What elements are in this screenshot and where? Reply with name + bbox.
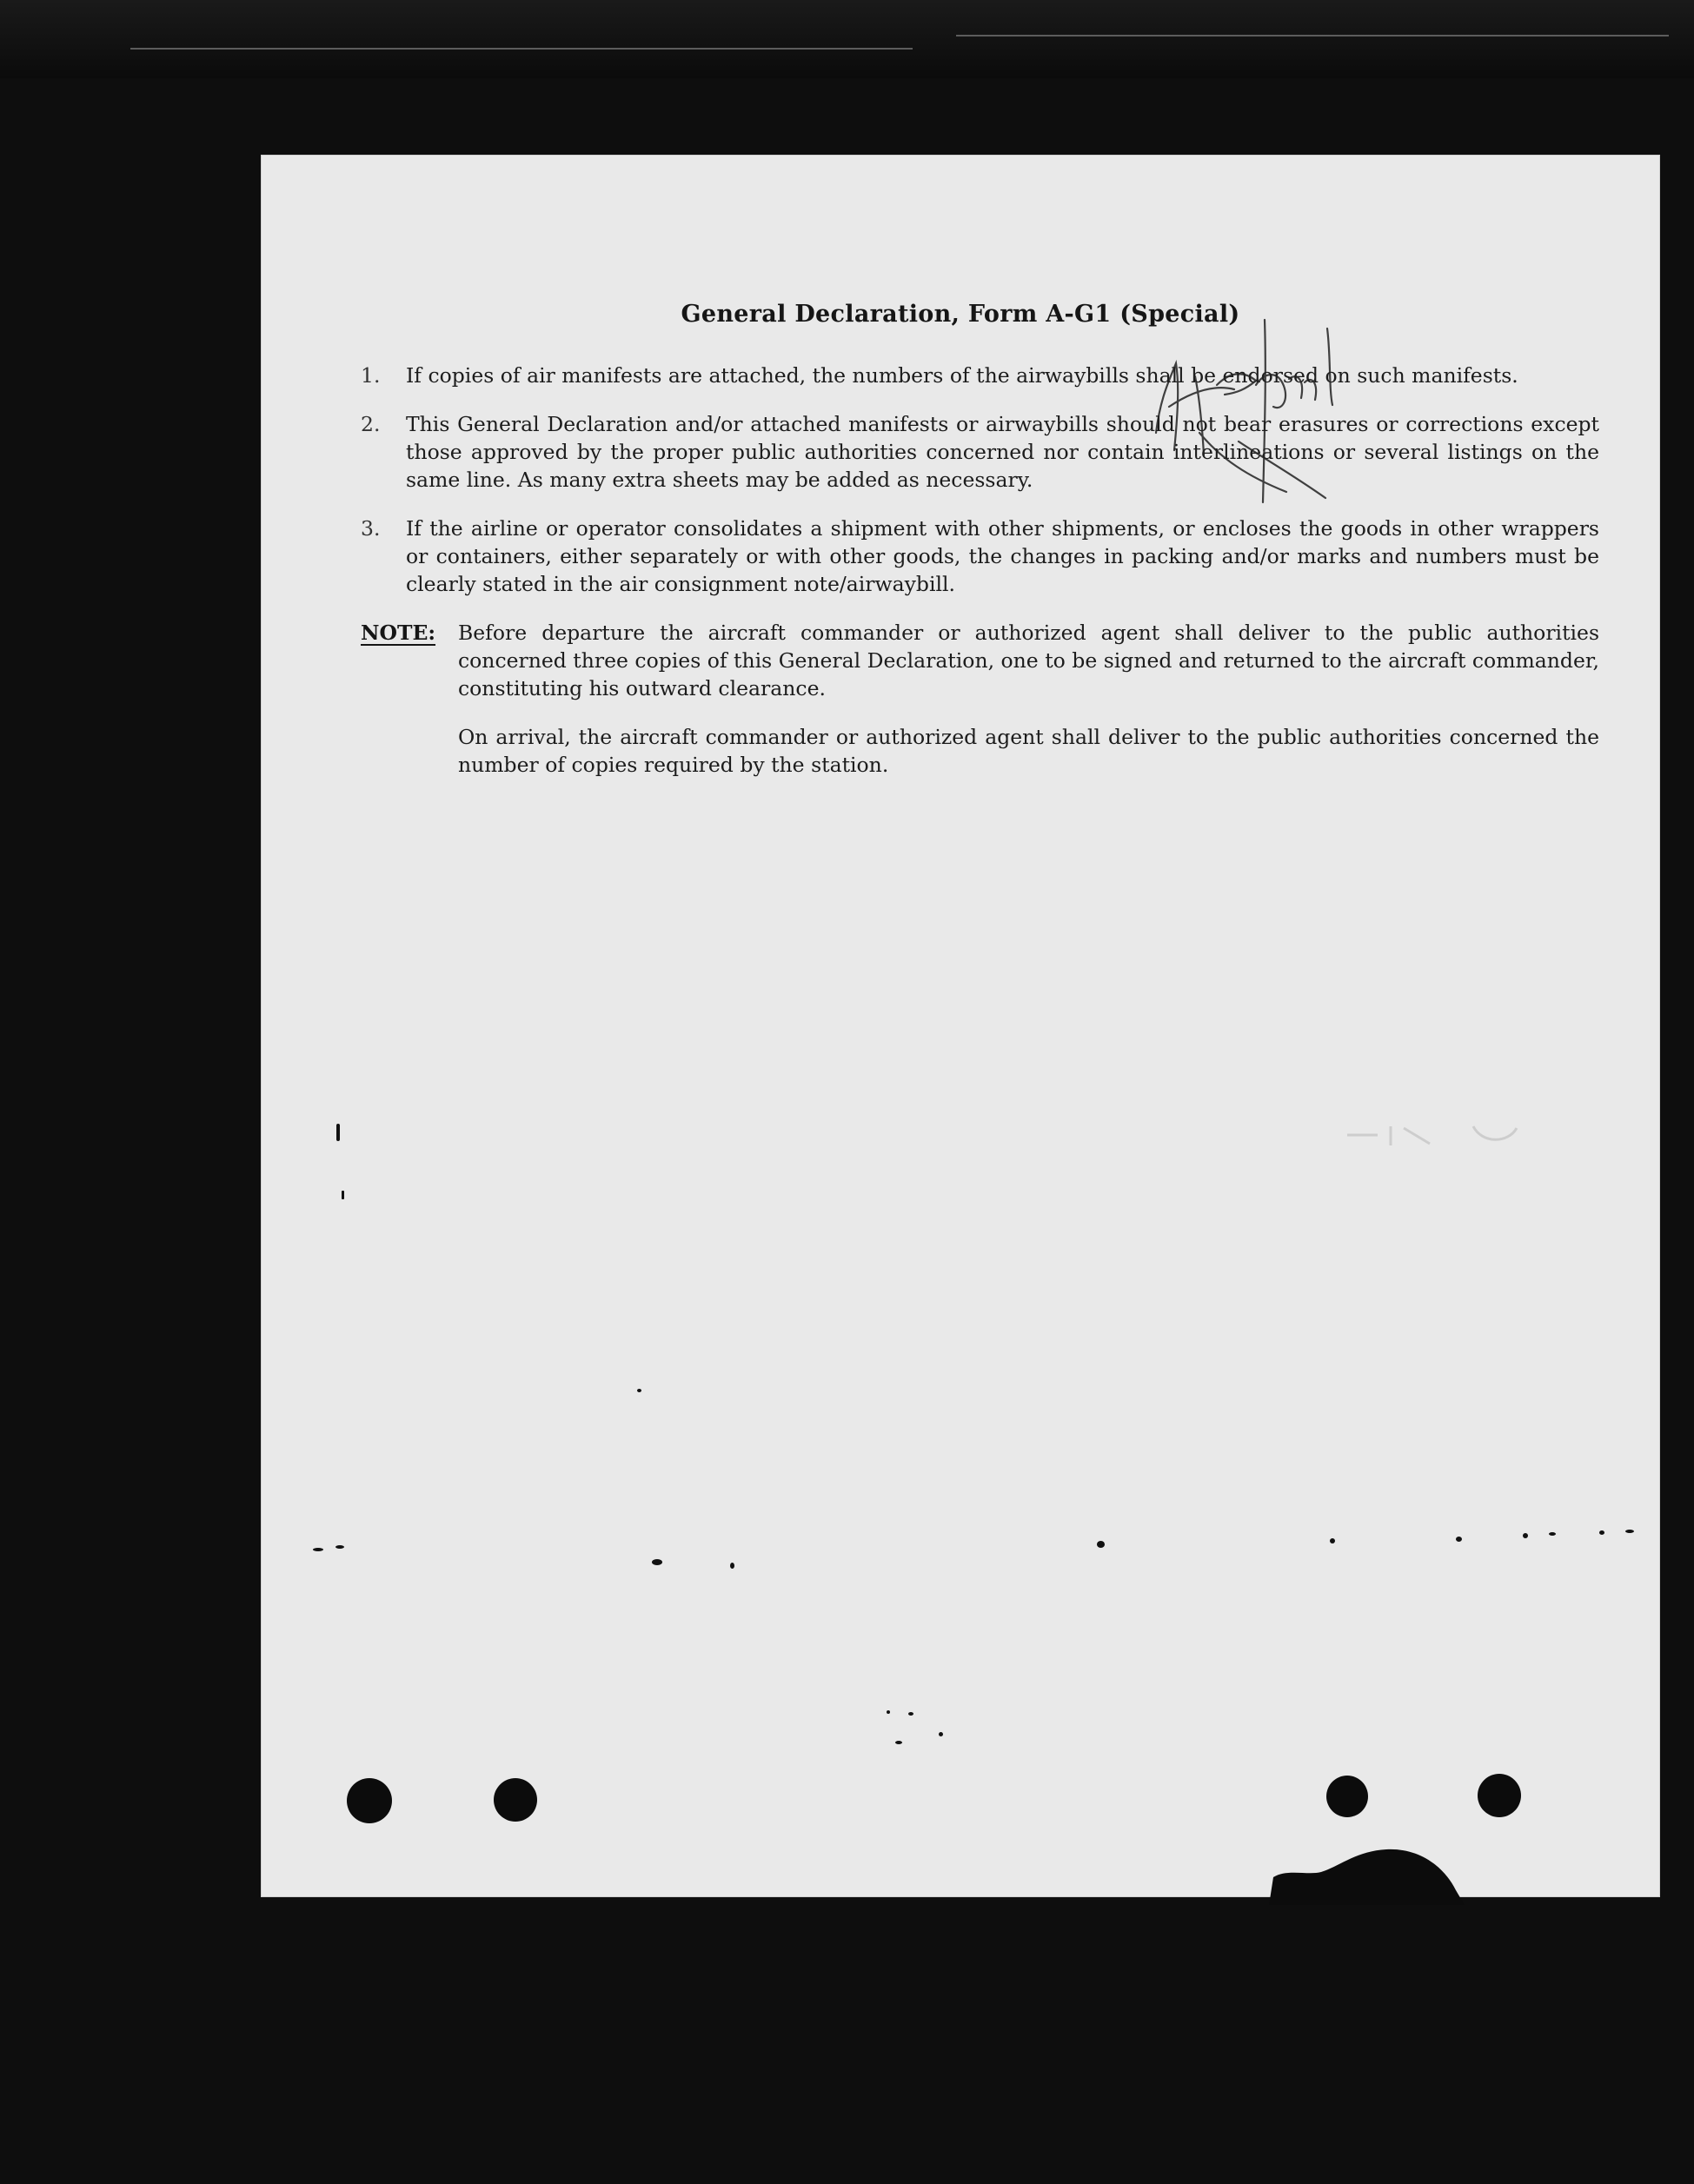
- ink-speck: [1097, 1541, 1105, 1548]
- ink-speck: [652, 1559, 662, 1565]
- ink-speck: [1330, 1538, 1335, 1543]
- note-body: [458, 619, 1599, 800]
- punch-hole: [1326, 1776, 1368, 1817]
- faint-mark: [1343, 1118, 1534, 1152]
- note-paragraph: Before departure the aircraft commander or authorized agent shall deliver to the public authorities concerned three copies of this General Declaration, one to be signed and returned to the aircraft commander, constituting his outward clearance.: [458, 621, 1599, 700]
- ink-speck: [313, 1548, 323, 1551]
- note-section: [361, 619, 1599, 800]
- note-paragraph: On arrival, the aircraft commander or authorized agent shall deliver to the public authorities concerned the number of copies required by the station.: [458, 725, 1599, 777]
- item-number: 1.: [361, 363, 381, 388]
- item-text: If the airline or operator consolidates a shipment with other shipments, or encloses the goods in other wrappers or containers, either separately or with other goods, the changes in packing and/or marks and numbers must be clearly stated in the air consignment note/airwaybill.: [406, 516, 1599, 596]
- instruction-item: [361, 362, 1599, 389]
- ink-speck: [887, 1710, 890, 1714]
- ink-speck: [335, 1545, 344, 1549]
- ink-speck: [342, 1191, 344, 1199]
- item-number: 3.: [361, 516, 381, 541]
- ink-speck: [1625, 1530, 1634, 1533]
- document-title: General Declaration, Form A-G1 (Special): [681, 301, 1240, 328]
- item-text: This General Declaration and/or attached manifests or airwaybills should not bear erasures or corrections except those approved by the proper public authorities concerned nor contain interlineations or several listings on the same line. As many extra sheets may be added as necessary.: [406, 412, 1599, 492]
- instruction-item: [361, 410, 1599, 494]
- ink-speck: [1599, 1530, 1604, 1535]
- ink-speck: [1523, 1533, 1528, 1538]
- instruction-item: [361, 514, 1599, 598]
- punch-hole: [494, 1778, 537, 1822]
- note-label: NOTE:: [361, 621, 436, 645]
- scan-artifact-line: [130, 48, 913, 50]
- document-page: [261, 155, 1660, 1897]
- punch-hole: [1478, 1774, 1521, 1817]
- punch-hole: [347, 1778, 392, 1823]
- ink-speck: [908, 1712, 913, 1716]
- ink-speck: [895, 1741, 902, 1744]
- ink-speck: [730, 1563, 734, 1569]
- item-number: 2.: [361, 412, 381, 436]
- scan-artifact-line: [956, 35, 1669, 37]
- ink-speck: [1456, 1537, 1462, 1542]
- ink-speck: [336, 1124, 340, 1141]
- torn-edge-blot: [1269, 1842, 1478, 1905]
- item-text: If copies of air manifests are attached, the numbers of the airwaybills shall be endorsed on such manifests.: [406, 363, 1518, 388]
- instruction-list: [361, 362, 1599, 800]
- ink-speck: [637, 1389, 641, 1392]
- ink-speck: [939, 1732, 943, 1736]
- scan-border: [0, 0, 1694, 78]
- ink-speck: [1549, 1532, 1556, 1536]
